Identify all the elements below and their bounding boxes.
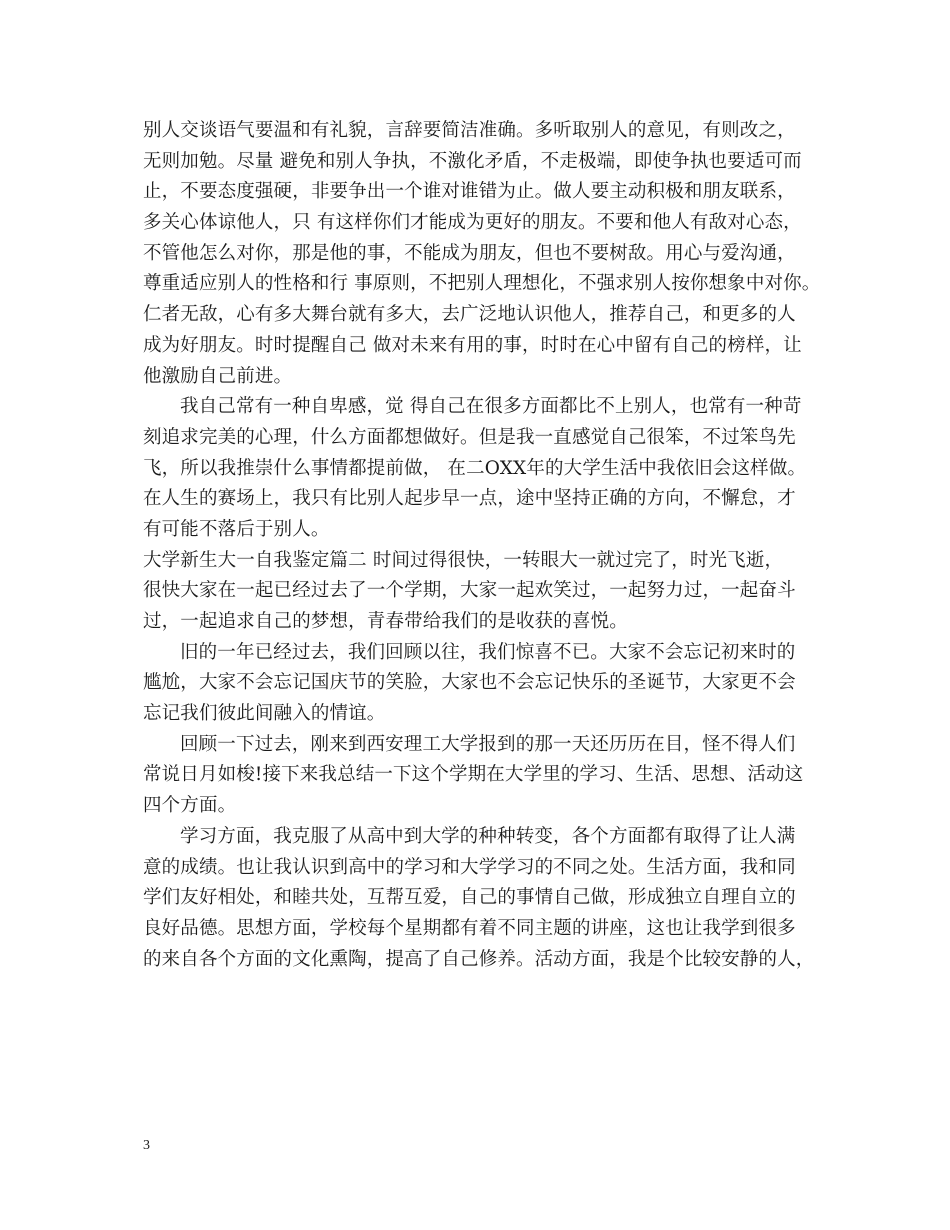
text-line: 尊重适应别人的性格和行 事原则，不把别人理想化，不强求别人按你想象中对你。 (143, 273, 821, 295)
text-line: 无则加勉。尽量 避免和别人争执，不激化矛盾，不走极端，即使争执也要适可而 (143, 150, 802, 172)
text-line: 他激励自己前进。 (143, 365, 293, 387)
text-line: 学们友好相处，和睦共处，互帮互爱，自己的事情自己做，形成独立自理自立的 (143, 887, 796, 909)
text-line: 刻追求完美的心理，什么方面都想做好。但是我一直感觉自己很笨，不过笨鸟先 (143, 426, 796, 448)
text-line: 飞，所以我推崇什么事情都提前做， 在二OXX年的大学生活中我依旧会这样做。 (143, 457, 807, 479)
text-line: 旧的一年已经过去，我们回顾以往，我们惊喜不已。大家不会忘记初来时的 (180, 641, 796, 663)
text-line: 大学新生大一自我鉴定篇二 时间过得很快，一转眼大一就过完了，时光飞逝， (143, 549, 784, 571)
text-line: 意的成绩。也让我认识到高中的学习和大学学习的不同之处。生活方面，我和同 (143, 856, 796, 878)
text-line: 常说日月如梭!接下来我总结一下这个学期在大学里的学习、生活、思想、活动这 (143, 764, 804, 786)
text-line: 很快大家在一起已经过去了一个学期，大家一起欢笑过，一起努力过，一起奋斗 (143, 580, 796, 602)
text-line: 学习方面，我克服了从高中到大学的种种转变，各个方面都有取得了让人满 (180, 825, 796, 847)
text-line: 的来自各个方面的文化熏陶，提高了自己修养。活动方面，我是个比较安静的人， (143, 948, 815, 970)
text-line: 良好品德。思想方面，学校每个星期都有着不同主题的讲座，这也让我学到很多 (143, 917, 796, 939)
document-body (143, 116, 823, 975)
text-line: 多关心体谅他人，只 有这样你们才能成为更好的朋友。不要和他人有敌对心态， (143, 212, 802, 234)
text-line: 回顾一下过去，刚来到西安理工大学报到的那一天还历历在目，怪不得人们 (180, 733, 796, 755)
text-line: 忘记我们彼此间融入的情谊。 (143, 703, 386, 725)
text-line: 成为好朋友。时时提醒自己 做对未来有用的事，时时在心中留有自己的榜样，让 (143, 334, 802, 356)
text-line: 尴尬，大家不会忘记国庆节的笑脸，大家也不会忘记快乐的圣诞节，大家更不会 (143, 672, 796, 694)
text-line: 在人生的赛场上，我只有比别人起步早一点，途中坚持正确的方向，不懈怠，才 (143, 488, 796, 510)
text-line: 仁者无敌，心有多大舞台就有多大，去广泛地认识他人，推荐自己，和更多的人 (143, 304, 796, 326)
text-line: 不管他怎么对你，那是他的事，不能成为朋友，但也不要树敌。用心与爱沟通， (143, 242, 796, 264)
text-line: 过，一起追求自己的梦想，青春带给我们的是收获的喜悦。 (143, 611, 628, 632)
text-line: 我自己常有一种自卑感，觉 得自己在很多方面都比不上别人，也常有一种苛 (180, 396, 802, 418)
text-line: 止，不要态度强硬，非要争出一个谁对谁错为止。做人要主动积极和朋友联系， (143, 181, 796, 203)
text-line: 有可能不落后于别人。 (143, 518, 330, 540)
page-number: 3 (143, 1138, 150, 1153)
text-line: 别人交谈语气要温和有礼貌，言辞要简洁准确。多听取别人的意见，有则改之， (143, 120, 796, 141)
text-line: 四个方面。 (143, 795, 237, 817)
